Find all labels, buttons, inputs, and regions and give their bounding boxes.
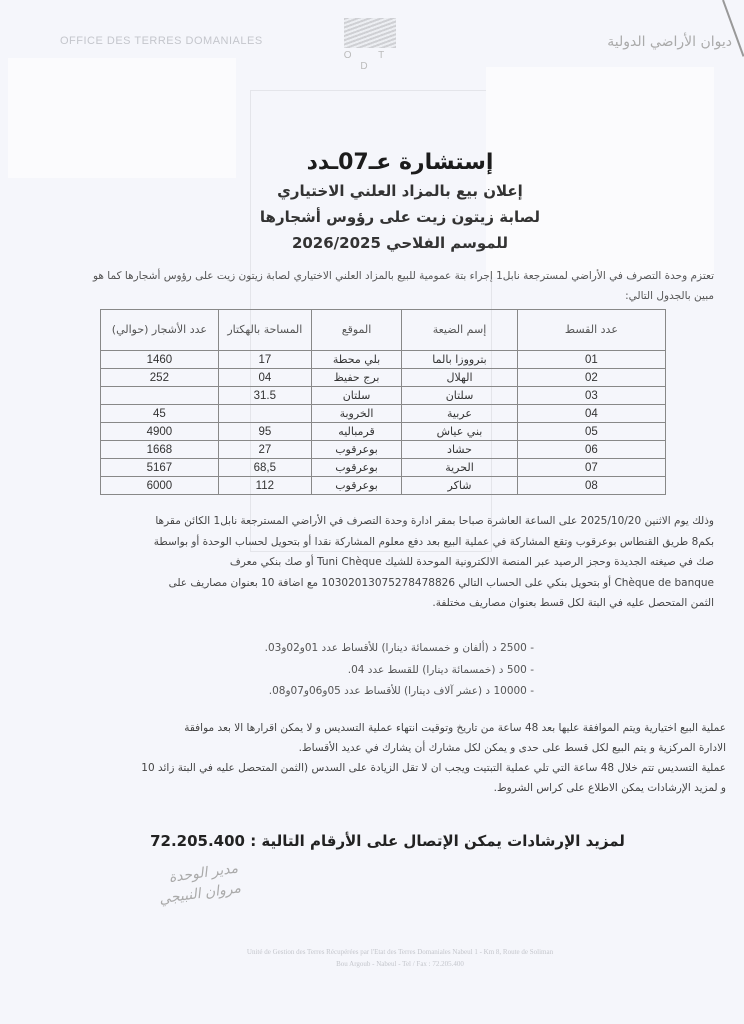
cell-location: برج حفيظ xyxy=(311,369,401,387)
table-row xyxy=(101,405,666,423)
sale-details-line: الثمن المتحصل عليه في البتة لكل قسط بعنوان مصاريف مختلفة. xyxy=(432,597,714,609)
subtitle-line-3: للموسم الفلاحي 2026/2025 xyxy=(291,234,509,252)
table-row xyxy=(101,351,666,369)
cell-tree-count: 4900 xyxy=(101,423,219,441)
cell-area: 68,5 xyxy=(218,459,311,477)
sale-details-line: صك في صيغته الجديدة وحجز الرصيد عبر المنصة الالكترونية الموحدة للشيك Tuni Chèque أو صك بنكي معرف xyxy=(229,556,714,568)
cell-farm-name: الهلال xyxy=(402,369,518,387)
cell-area: 112 xyxy=(218,477,311,495)
cell-location: سلتان xyxy=(311,387,401,405)
letterhead-org-french: OFFICE DES TERRES DOMANIALES xyxy=(60,35,263,47)
cell-area: 04 xyxy=(218,369,311,387)
footer-line: Unité de Gestion des Terres Récupérées par l'Etat des Terres Domaniales Nabeul 1 - Km 8, Route de Soliman xyxy=(246,948,554,956)
subtitle-line-2: لصابة زيتون زيت على رؤوس أشجارها xyxy=(259,208,541,226)
document-title: إستشارة عـ07ـدد xyxy=(306,150,494,175)
terms-line: الادارة المركزية و يتم البيع لكل قسط على حدى و يمكن لكل مشارك أن يشارك في عديد الأقساط. xyxy=(298,742,726,754)
table-row xyxy=(101,423,666,441)
lots-table xyxy=(100,309,666,495)
cell-location: بوعرقوب xyxy=(311,459,401,477)
header-area: المساحة بالهكتار xyxy=(218,310,311,351)
cell-area: 17 xyxy=(218,351,311,369)
cell-tree-count xyxy=(101,387,219,405)
cell-farm-name: الحرية xyxy=(402,459,518,477)
table-header-row xyxy=(101,310,666,351)
cell-location: بلي محطة xyxy=(311,351,401,369)
cell-lot-number: 02 xyxy=(517,369,665,387)
cell-area xyxy=(218,405,311,423)
otd-logo xyxy=(332,18,408,72)
logo-stripes-icon xyxy=(344,18,396,48)
table-row xyxy=(101,387,666,405)
sale-details-line: بكم8 طريق القنطاس بوعرقوب وتقع المشاركة في عملية البيع بعد دفع معلوم المشاركة نقدا أو بتحويل لحساب الوحدة أو بواسطة xyxy=(153,535,714,548)
cell-area: 31.5 xyxy=(218,387,311,405)
signature-title: مدير الوحدة xyxy=(167,860,240,886)
cell-location: بوعرقوب xyxy=(311,477,401,495)
cell-area: 95 xyxy=(218,423,311,441)
terms-line: عملية البيع اختيارية ويتم الموافقة عليها بعد 48 ساعة من تاريخ وتوقيت انتهاء عملية التسديس و لا يمكن اقرارها الا بعد موافقة xyxy=(184,722,726,734)
cell-lot-number: 05 xyxy=(517,423,665,441)
terms-paragraph xyxy=(36,718,726,798)
cell-tree-count: 252 xyxy=(101,369,219,387)
terms-line: عملية التسديس تتم خلال 48 ساعة التي تلي عملية التبتيت ويجب ان لا تقل الزيادة على السدس (الثمن المتحصل عليه في البتة زائد 10 xyxy=(141,762,726,774)
intro-paragraph: تعتزم وحدة التصرف في الأراضي لمسترجعة نابل1 إجراء بتة عمومية للبيع بالمزاد العلني الاختياري لصابة زيتون زيت على رؤوس أشجارها كما هو مبين بالجدول التالي: xyxy=(92,270,714,302)
sale-details-line: وذلك يوم الاثنين 2025/10/20 على الساعة العاشرة صباحا بمقر ادارة وحدة التصرف في الأراضي المسترجعة نابل1 الكائن مقرها xyxy=(155,515,714,527)
cell-farm-name: بترووزا بالما xyxy=(402,351,518,369)
fee-item: - 2500 د (ألفان و خمسمائة دينارا) للأقساط عدد 01و02و03. xyxy=(264,642,534,654)
cell-farm-name: حشاد xyxy=(402,441,518,459)
heading-block xyxy=(200,150,600,253)
cell-tree-count: 45 xyxy=(101,405,219,423)
cell-tree-count: 1668 xyxy=(101,441,219,459)
letterhead-org-arabic: ديوان الأراضي الدولية xyxy=(607,34,732,50)
footer-line: Bou Argoub - Nabeul - Tel / Fax : 72.205.400 xyxy=(336,960,464,968)
header-farm-name: إسم الضيعة xyxy=(402,310,518,351)
fee-item: - 500 د (خمسمائة دينارا) للقسط عدد 04. xyxy=(347,663,534,676)
header-location: الموقع xyxy=(311,310,401,351)
table-row xyxy=(101,369,666,387)
cell-lot-number: 08 xyxy=(517,477,665,495)
fee-item: - 10000 د (عشر آلاف دينارا) للأقساط عدد 05و06و07و08. xyxy=(268,685,534,697)
cell-tree-count: 6000 xyxy=(101,477,219,495)
cell-location: بوعرقوب xyxy=(311,441,401,459)
cell-tree-count: 5167 xyxy=(101,459,219,477)
subtitle-line-1: إعلان بيع بالمزاد العلني الاختياري xyxy=(277,182,523,200)
header-lot-number: عدد القسط xyxy=(517,310,665,351)
page-footer xyxy=(110,946,690,970)
cell-farm-name: شاكر xyxy=(402,477,518,495)
cell-location: الخروبة xyxy=(311,405,401,423)
cell-lot-number: 01 xyxy=(517,351,665,369)
cell-tree-count: 1460 xyxy=(101,351,219,369)
header-tree-count: عدد الأشجار (حوالي) xyxy=(101,310,219,351)
handwritten-signature xyxy=(98,858,242,917)
sale-details-line: Chèque de banque أو بتحويل بنكي على الحساب التالي 10302013075278478826 مع اضافة 10 بعنوان مصاريف على xyxy=(168,576,714,589)
table-row xyxy=(101,459,666,477)
logo-letters: O T D xyxy=(343,50,397,72)
signature-name: مروان النبيجي xyxy=(158,880,242,908)
cell-lot-number: 06 xyxy=(517,441,665,459)
cell-lot-number: 04 xyxy=(517,405,665,423)
participation-fees-list xyxy=(134,638,534,703)
cell-farm-name: عربية xyxy=(402,405,518,423)
sale-details-paragraph xyxy=(34,511,714,614)
cell-location: قرمباليه xyxy=(311,423,401,441)
cell-lot-number: 03 xyxy=(517,387,665,405)
cell-farm-name: سلتان xyxy=(402,387,518,405)
cell-farm-name: بني عياش xyxy=(402,423,518,441)
table-row xyxy=(101,441,666,459)
cell-lot-number: 07 xyxy=(517,459,665,477)
cell-area: 27 xyxy=(218,441,311,459)
terms-line: و لمزيد الإرشادات يمكن الاطلاع على كراس الشروط. xyxy=(493,782,726,794)
table-row xyxy=(101,477,666,495)
contact-phone-line: لمزيد الإرشادات يمكن الإتصال على الأرقام التالية : 72.205.400 xyxy=(150,832,625,850)
